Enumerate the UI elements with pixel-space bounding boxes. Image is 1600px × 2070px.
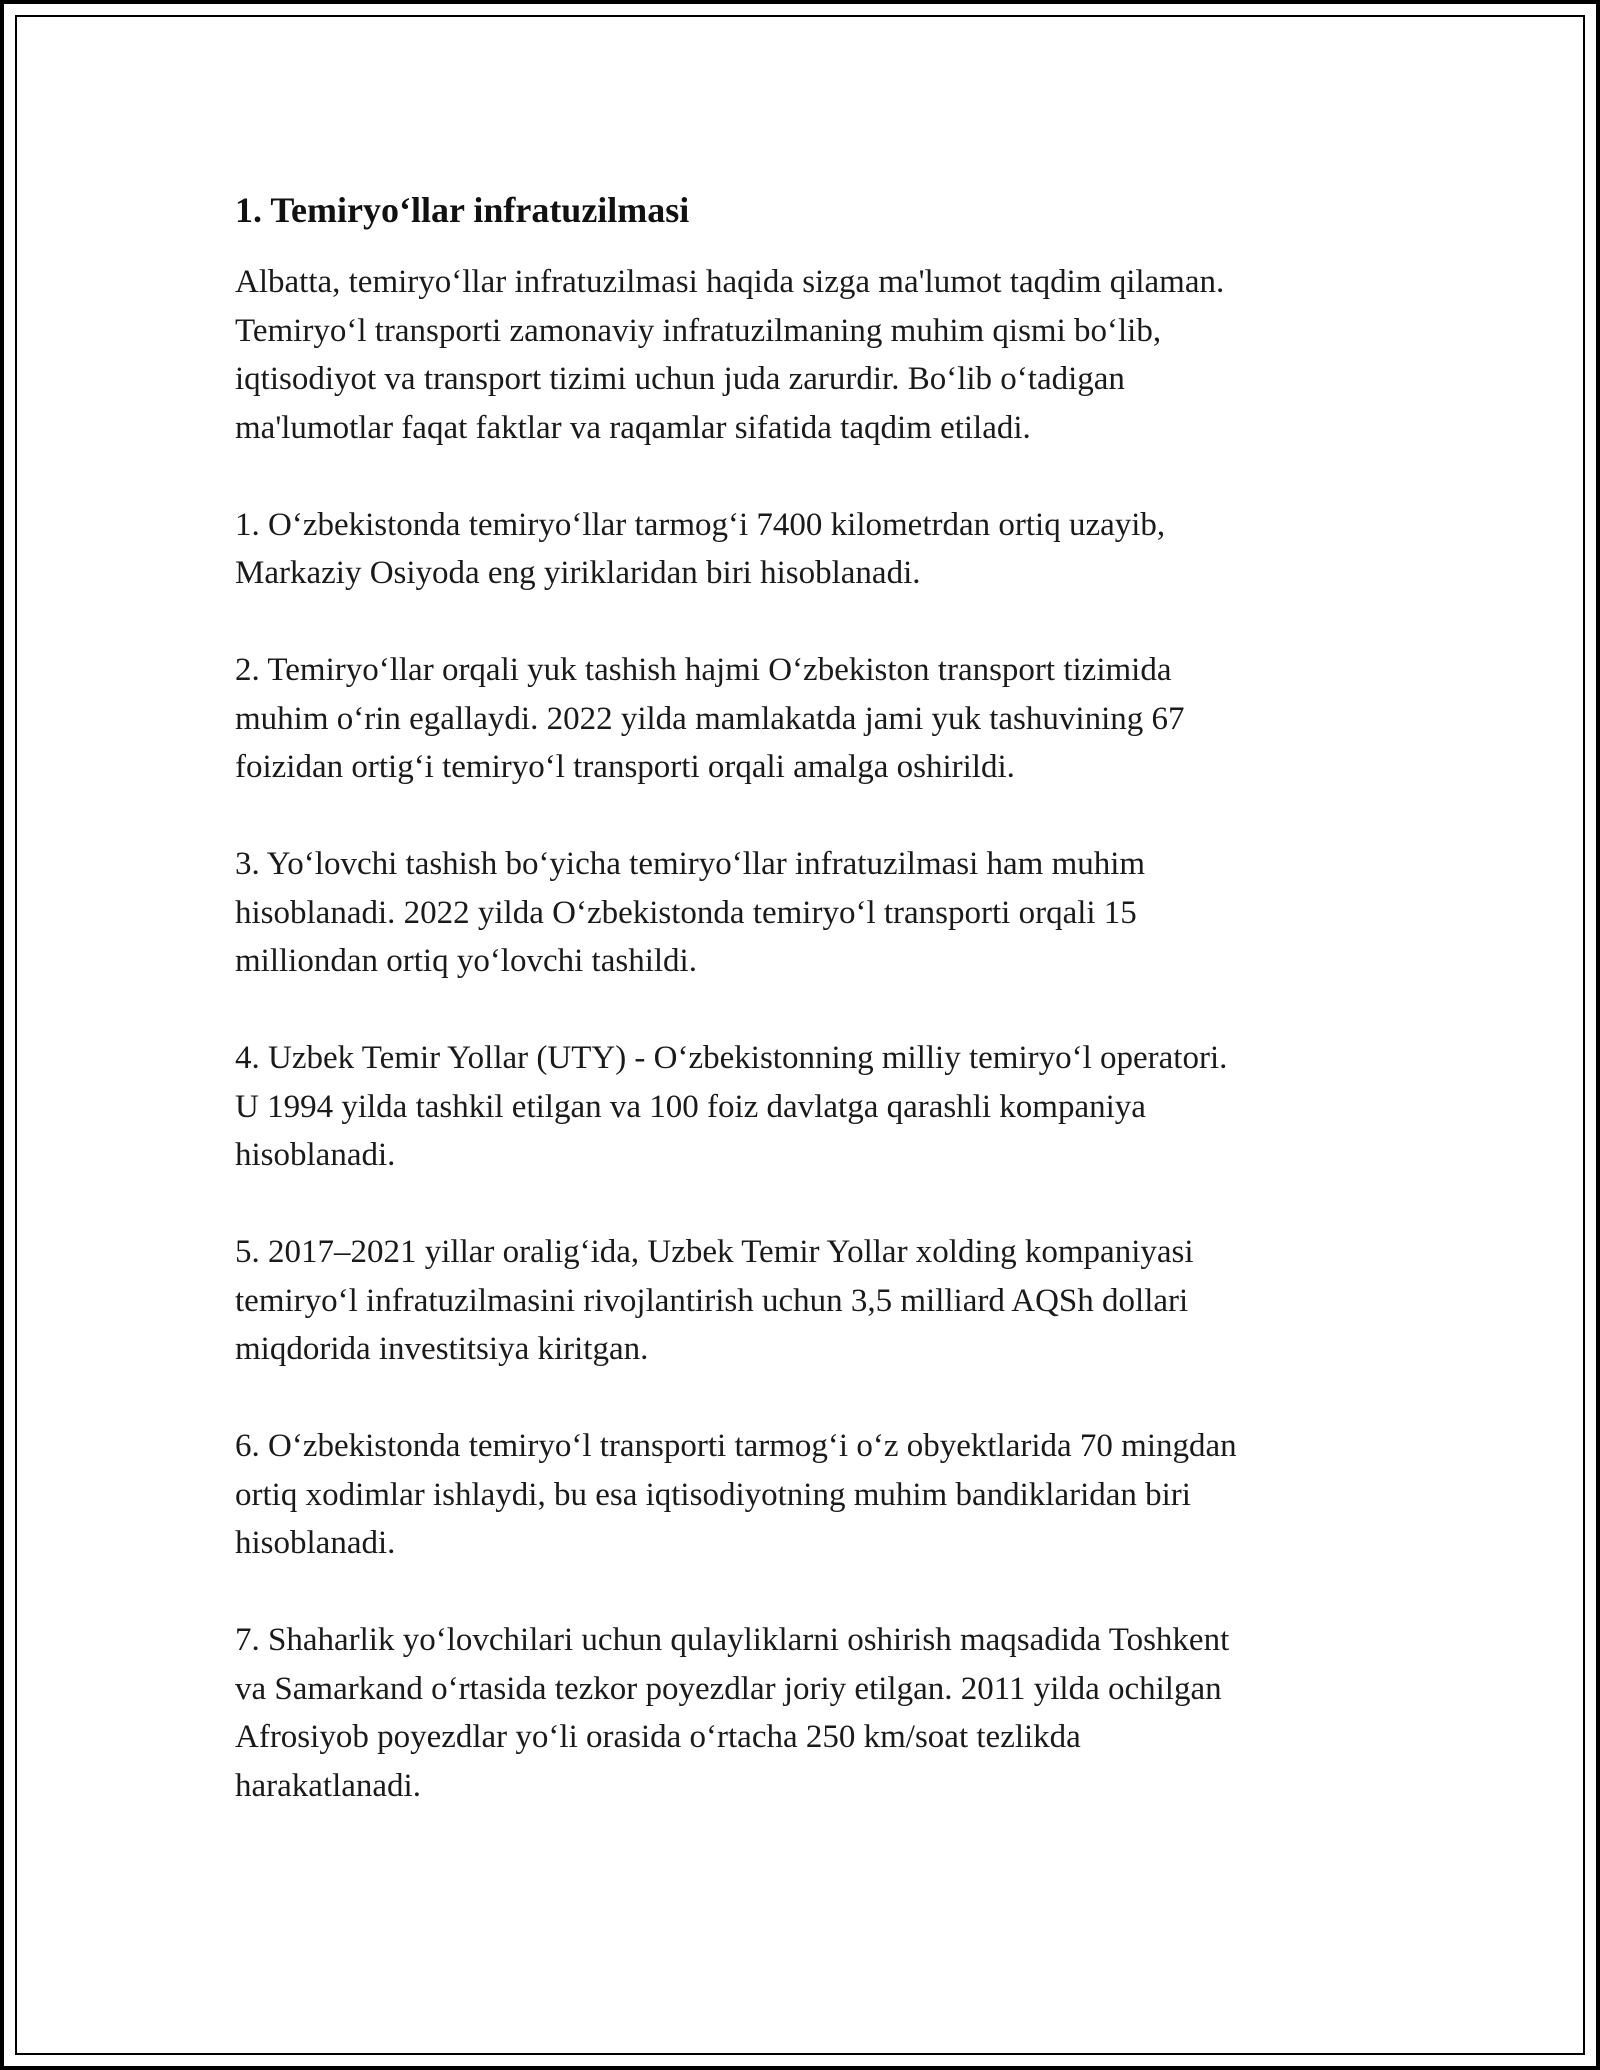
- fact-item-7: 7. Shaharlik yo‘lovchilari uchun qulayliklarni oshirish maqsadida Toshkent va Samarkand o‘rtasida tezkor poyezdlar joriy etilgan. 2011 yilda ochilgan Afrosiyob poyezdlar yo‘li orasida o‘rtacha 250 km/soat tezlikda harakatlanadi.: [235, 1622, 1230, 1804]
- fact-item-5: 5. 2017–2021 yillar oralig‘ida, Uzbek Temir Yollar xolding kompaniyasi temiryo‘l infratuzilmasini rivojlantirish uchun 3,5 milliard AQSh dollari miqdorida investitsiya kiritgan.: [235, 1234, 1194, 1367]
- fact-item-3: 3. Yo‘lovchi tashish bo‘yicha temiryo‘llar infratuzilmasi ham muhim hisoblanadi. 2022 yilda O‘zbekistonda temiryo‘l transporti orqali 15 milliondan ortiq yo‘lovchi tashildi.: [235, 846, 1146, 979]
- intro-paragraph: Albatta, temiryo‘llar infratuzilmasi haqida sizga ma'lumot taqdim qilaman. Temiryo‘l transporti zamonaviy infratuzilmaning muhim qismi bo‘lib, iqtisodiyot va transport tizimi uchun juda zarurdir. Bo‘lib o‘tadigan ma'lumotlar faqat faktlar va raqamlar sifatida taqdim etiladi.: [235, 264, 1225, 446]
- fact-item-1: 1. O‘zbekistonda temiryo‘llar tarmog‘i 7400 kilometrdan ortiq uzayib, Markaziy Osiyoda eng yiriklaridan biri hisoblanadi.: [235, 506, 1166, 591]
- document-body: [235, 186, 1375, 1859]
- fact-item-4: 4. Uzbek Temir Yollar (UTY) - O‘zbekistonning milliy temiryo‘l operatori. U 1994 yilda tashkil etilgan va 100 foiz davlatga qarashli kompaniya hisoblanadi.: [235, 1040, 1228, 1173]
- fact-item-2: 2. Temiryo‘llar orqali yuk tashish hajmi O‘zbekiston transport tizimida muhim o‘rin egallaydi. 2022 yilda mamlakatda jami yuk tashuvining 67 foizidan ortig‘i temiryo‘l transporti orqali amalga oshirildi.: [235, 652, 1185, 785]
- document-title: 1. Temiryo‘llar infratuzilmasi: [235, 190, 690, 230]
- fact-item-6: 6. O‘zbekistonda temiryo‘l transporti tarmog‘i o‘z obyektlarida 70 mingdan ortiq xodimlar ishlaydi, bu esa iqtisodiyotning muhim bandiklaridan biri hisoblanadi.: [235, 1428, 1237, 1561]
